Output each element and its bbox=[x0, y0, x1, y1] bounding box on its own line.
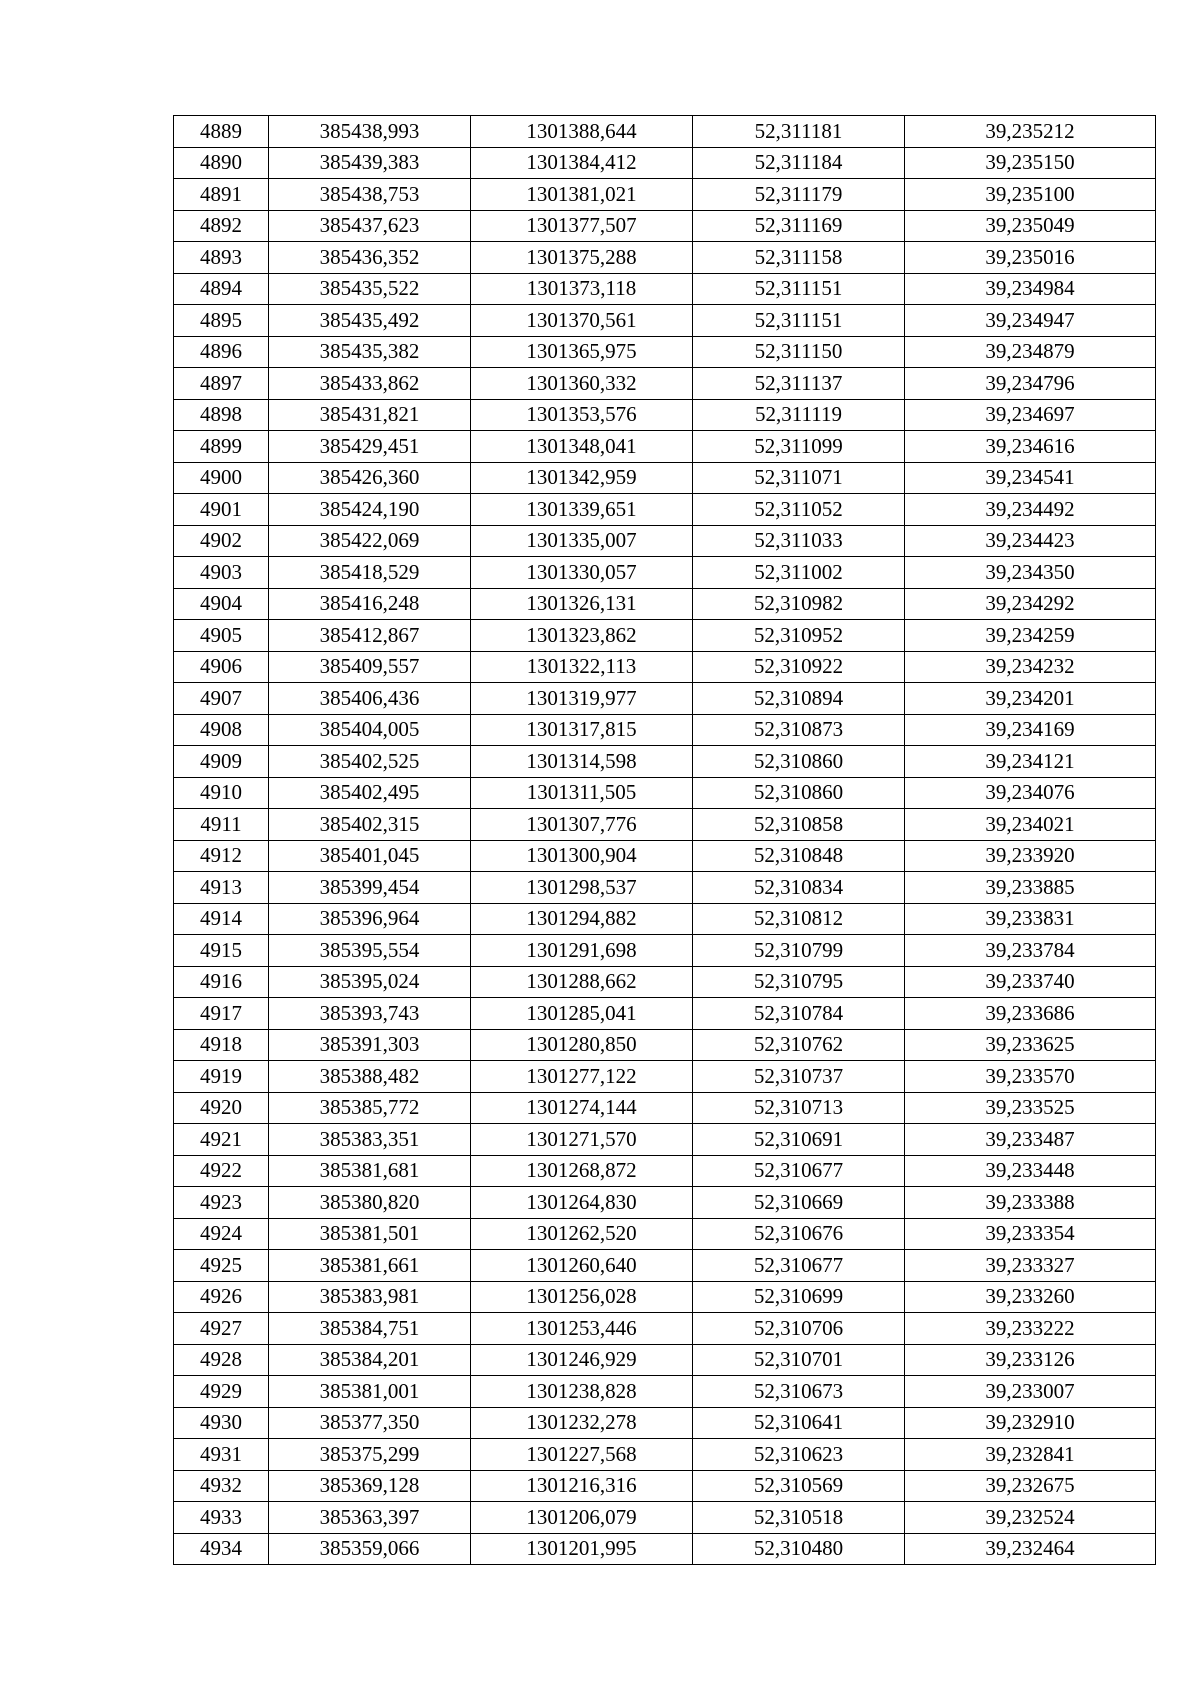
longitude-cell: 39,235150 bbox=[905, 147, 1156, 179]
longitude-cell: 39,234292 bbox=[905, 588, 1156, 620]
table-row bbox=[174, 210, 1156, 242]
table-row bbox=[174, 966, 1156, 998]
point-number-cell: 4909 bbox=[174, 746, 269, 778]
longitude-cell: 39,234232 bbox=[905, 651, 1156, 683]
x-coordinate-cell: 385395,554 bbox=[269, 935, 471, 967]
table-row bbox=[174, 1218, 1156, 1250]
table-row bbox=[174, 840, 1156, 872]
latitude-cell: 52,310699 bbox=[693, 1281, 905, 1313]
table-row bbox=[174, 1061, 1156, 1093]
table-row bbox=[174, 147, 1156, 179]
latitude-cell: 52,310673 bbox=[693, 1376, 905, 1408]
table-row bbox=[174, 1533, 1156, 1565]
point-number-cell: 4915 bbox=[174, 935, 269, 967]
y-coordinate-cell: 1301323,862 bbox=[471, 620, 693, 652]
x-coordinate-cell: 385435,492 bbox=[269, 305, 471, 337]
x-coordinate-cell: 385429,451 bbox=[269, 431, 471, 463]
coordinates-table bbox=[173, 115, 1156, 1565]
table-row bbox=[174, 431, 1156, 463]
x-coordinate-cell: 385359,066 bbox=[269, 1533, 471, 1565]
y-coordinate-cell: 1301348,041 bbox=[471, 431, 693, 463]
point-number-cell: 4907 bbox=[174, 683, 269, 715]
y-coordinate-cell: 1301388,644 bbox=[471, 116, 693, 148]
latitude-cell: 52,310982 bbox=[693, 588, 905, 620]
y-coordinate-cell: 1301256,028 bbox=[471, 1281, 693, 1313]
x-coordinate-cell: 385391,303 bbox=[269, 1029, 471, 1061]
x-coordinate-cell: 385381,501 bbox=[269, 1218, 471, 1250]
x-coordinate-cell: 385383,981 bbox=[269, 1281, 471, 1313]
table-row bbox=[174, 525, 1156, 557]
x-coordinate-cell: 385401,045 bbox=[269, 840, 471, 872]
latitude-cell: 52,311181 bbox=[693, 116, 905, 148]
y-coordinate-cell: 1301335,007 bbox=[471, 525, 693, 557]
table-row bbox=[174, 777, 1156, 809]
longitude-cell: 39,233831 bbox=[905, 903, 1156, 935]
x-coordinate-cell: 385416,248 bbox=[269, 588, 471, 620]
latitude-cell: 52,311151 bbox=[693, 273, 905, 305]
y-coordinate-cell: 1301294,882 bbox=[471, 903, 693, 935]
longitude-cell: 39,233487 bbox=[905, 1124, 1156, 1156]
latitude-cell: 52,311169 bbox=[693, 210, 905, 242]
latitude-cell: 52,311184 bbox=[693, 147, 905, 179]
table-row bbox=[174, 336, 1156, 368]
table-row bbox=[174, 1439, 1156, 1471]
point-number-cell: 4897 bbox=[174, 368, 269, 400]
y-coordinate-cell: 1301288,662 bbox=[471, 966, 693, 998]
table-row bbox=[174, 494, 1156, 526]
point-number-cell: 4908 bbox=[174, 714, 269, 746]
y-coordinate-cell: 1301291,698 bbox=[471, 935, 693, 967]
y-coordinate-cell: 1301280,850 bbox=[471, 1029, 693, 1061]
y-coordinate-cell: 1301322,113 bbox=[471, 651, 693, 683]
x-coordinate-cell: 385436,352 bbox=[269, 242, 471, 274]
table-row bbox=[174, 1344, 1156, 1376]
point-number-cell: 4924 bbox=[174, 1218, 269, 1250]
y-coordinate-cell: 1301370,561 bbox=[471, 305, 693, 337]
latitude-cell: 52,310873 bbox=[693, 714, 905, 746]
table-row bbox=[174, 305, 1156, 337]
latitude-cell: 52,310795 bbox=[693, 966, 905, 998]
x-coordinate-cell: 385439,383 bbox=[269, 147, 471, 179]
latitude-cell: 52,310812 bbox=[693, 903, 905, 935]
x-coordinate-cell: 385402,525 bbox=[269, 746, 471, 778]
longitude-cell: 39,233354 bbox=[905, 1218, 1156, 1250]
y-coordinate-cell: 1301201,995 bbox=[471, 1533, 693, 1565]
latitude-cell: 52,310641 bbox=[693, 1407, 905, 1439]
latitude-cell: 52,310518 bbox=[693, 1502, 905, 1534]
y-coordinate-cell: 1301339,651 bbox=[471, 494, 693, 526]
x-coordinate-cell: 385418,529 bbox=[269, 557, 471, 589]
longitude-cell: 39,233625 bbox=[905, 1029, 1156, 1061]
x-coordinate-cell: 385363,397 bbox=[269, 1502, 471, 1534]
point-number-cell: 4895 bbox=[174, 305, 269, 337]
y-coordinate-cell: 1301285,041 bbox=[471, 998, 693, 1030]
table-row bbox=[174, 1187, 1156, 1219]
latitude-cell: 52,310623 bbox=[693, 1439, 905, 1471]
x-coordinate-cell: 385381,681 bbox=[269, 1155, 471, 1187]
point-number-cell: 4894 bbox=[174, 273, 269, 305]
table-row bbox=[174, 872, 1156, 904]
table-row bbox=[174, 116, 1156, 148]
y-coordinate-cell: 1301268,872 bbox=[471, 1155, 693, 1187]
x-coordinate-cell: 385377,350 bbox=[269, 1407, 471, 1439]
table-row bbox=[174, 1470, 1156, 1502]
longitude-cell: 39,234423 bbox=[905, 525, 1156, 557]
x-coordinate-cell: 385388,482 bbox=[269, 1061, 471, 1093]
latitude-cell: 52,310860 bbox=[693, 746, 905, 778]
longitude-cell: 39,232675 bbox=[905, 1470, 1156, 1502]
y-coordinate-cell: 1301326,131 bbox=[471, 588, 693, 620]
point-number-cell: 4898 bbox=[174, 399, 269, 431]
point-number-cell: 4899 bbox=[174, 431, 269, 463]
x-coordinate-cell: 385395,024 bbox=[269, 966, 471, 998]
latitude-cell: 52,310834 bbox=[693, 872, 905, 904]
point-number-cell: 4903 bbox=[174, 557, 269, 589]
x-coordinate-cell: 385431,821 bbox=[269, 399, 471, 431]
longitude-cell: 39,233784 bbox=[905, 935, 1156, 967]
table-row bbox=[174, 179, 1156, 211]
table-row bbox=[174, 1155, 1156, 1187]
latitude-cell: 52,310676 bbox=[693, 1218, 905, 1250]
latitude-cell: 52,310713 bbox=[693, 1092, 905, 1124]
x-coordinate-cell: 385404,005 bbox=[269, 714, 471, 746]
y-coordinate-cell: 1301342,959 bbox=[471, 462, 693, 494]
y-coordinate-cell: 1301319,977 bbox=[471, 683, 693, 715]
table-row bbox=[174, 1124, 1156, 1156]
point-number-cell: 4926 bbox=[174, 1281, 269, 1313]
longitude-cell: 39,234947 bbox=[905, 305, 1156, 337]
point-number-cell: 4928 bbox=[174, 1344, 269, 1376]
point-number-cell: 4902 bbox=[174, 525, 269, 557]
table-row bbox=[174, 462, 1156, 494]
y-coordinate-cell: 1301253,446 bbox=[471, 1313, 693, 1345]
longitude-cell: 39,234879 bbox=[905, 336, 1156, 368]
y-coordinate-cell: 1301238,828 bbox=[471, 1376, 693, 1408]
x-coordinate-cell: 385435,522 bbox=[269, 273, 471, 305]
point-number-cell: 4932 bbox=[174, 1470, 269, 1502]
point-number-cell: 4901 bbox=[174, 494, 269, 526]
latitude-cell: 52,311033 bbox=[693, 525, 905, 557]
table-row bbox=[174, 242, 1156, 274]
y-coordinate-cell: 1301314,598 bbox=[471, 746, 693, 778]
point-number-cell: 4920 bbox=[174, 1092, 269, 1124]
y-coordinate-cell: 1301216,316 bbox=[471, 1470, 693, 1502]
latitude-cell: 52,310701 bbox=[693, 1344, 905, 1376]
latitude-cell: 52,311002 bbox=[693, 557, 905, 589]
point-number-cell: 4919 bbox=[174, 1061, 269, 1093]
y-coordinate-cell: 1301271,570 bbox=[471, 1124, 693, 1156]
x-coordinate-cell: 385409,557 bbox=[269, 651, 471, 683]
table-row bbox=[174, 1250, 1156, 1282]
longitude-cell: 39,233448 bbox=[905, 1155, 1156, 1187]
table-row bbox=[174, 1407, 1156, 1439]
longitude-cell: 39,235049 bbox=[905, 210, 1156, 242]
latitude-cell: 52,310669 bbox=[693, 1187, 905, 1219]
longitude-cell: 39,234121 bbox=[905, 746, 1156, 778]
x-coordinate-cell: 385438,993 bbox=[269, 116, 471, 148]
latitude-cell: 52,311137 bbox=[693, 368, 905, 400]
y-coordinate-cell: 1301206,079 bbox=[471, 1502, 693, 1534]
table-row bbox=[174, 588, 1156, 620]
x-coordinate-cell: 385369,128 bbox=[269, 1470, 471, 1502]
point-number-cell: 4900 bbox=[174, 462, 269, 494]
longitude-cell: 39,234616 bbox=[905, 431, 1156, 463]
point-number-cell: 4896 bbox=[174, 336, 269, 368]
x-coordinate-cell: 385381,001 bbox=[269, 1376, 471, 1408]
point-number-cell: 4918 bbox=[174, 1029, 269, 1061]
x-coordinate-cell: 385393,743 bbox=[269, 998, 471, 1030]
table-row bbox=[174, 1502, 1156, 1534]
y-coordinate-cell: 1301365,975 bbox=[471, 336, 693, 368]
point-number-cell: 4930 bbox=[174, 1407, 269, 1439]
point-number-cell: 4906 bbox=[174, 651, 269, 683]
y-coordinate-cell: 1301262,520 bbox=[471, 1218, 693, 1250]
latitude-cell: 52,310677 bbox=[693, 1155, 905, 1187]
x-coordinate-cell: 385381,661 bbox=[269, 1250, 471, 1282]
point-number-cell: 4890 bbox=[174, 147, 269, 179]
point-number-cell: 4916 bbox=[174, 966, 269, 998]
point-number-cell: 4914 bbox=[174, 903, 269, 935]
point-number-cell: 4934 bbox=[174, 1533, 269, 1565]
latitude-cell: 52,310952 bbox=[693, 620, 905, 652]
longitude-cell: 39,232464 bbox=[905, 1533, 1156, 1565]
latitude-cell: 52,310480 bbox=[693, 1533, 905, 1565]
table-row bbox=[174, 273, 1156, 305]
y-coordinate-cell: 1301307,776 bbox=[471, 809, 693, 841]
x-coordinate-cell: 385402,315 bbox=[269, 809, 471, 841]
longitude-cell: 39,233686 bbox=[905, 998, 1156, 1030]
longitude-cell: 39,234984 bbox=[905, 273, 1156, 305]
latitude-cell: 52,310677 bbox=[693, 1250, 905, 1282]
table-row bbox=[174, 651, 1156, 683]
x-coordinate-cell: 385380,820 bbox=[269, 1187, 471, 1219]
longitude-cell: 39,233885 bbox=[905, 872, 1156, 904]
y-coordinate-cell: 1301373,118 bbox=[471, 273, 693, 305]
x-coordinate-cell: 385396,964 bbox=[269, 903, 471, 935]
y-coordinate-cell: 1301330,057 bbox=[471, 557, 693, 589]
latitude-cell: 52,310762 bbox=[693, 1029, 905, 1061]
table-row bbox=[174, 368, 1156, 400]
longitude-cell: 39,234021 bbox=[905, 809, 1156, 841]
table-row bbox=[174, 1376, 1156, 1408]
point-number-cell: 4923 bbox=[174, 1187, 269, 1219]
point-number-cell: 4904 bbox=[174, 588, 269, 620]
latitude-cell: 52,311151 bbox=[693, 305, 905, 337]
table-row bbox=[174, 809, 1156, 841]
table-row bbox=[174, 557, 1156, 589]
y-coordinate-cell: 1301360,332 bbox=[471, 368, 693, 400]
x-coordinate-cell: 385383,351 bbox=[269, 1124, 471, 1156]
longitude-cell: 39,233327 bbox=[905, 1250, 1156, 1282]
table-row bbox=[174, 399, 1156, 431]
longitude-cell: 39,233007 bbox=[905, 1376, 1156, 1408]
longitude-cell: 39,235016 bbox=[905, 242, 1156, 274]
table-row bbox=[174, 1313, 1156, 1345]
latitude-cell: 52,310799 bbox=[693, 935, 905, 967]
latitude-cell: 52,311150 bbox=[693, 336, 905, 368]
y-coordinate-cell: 1301384,412 bbox=[471, 147, 693, 179]
point-number-cell: 4912 bbox=[174, 840, 269, 872]
y-coordinate-cell: 1301311,505 bbox=[471, 777, 693, 809]
latitude-cell: 52,311099 bbox=[693, 431, 905, 463]
longitude-cell: 39,235100 bbox=[905, 179, 1156, 211]
latitude-cell: 52,311158 bbox=[693, 242, 905, 274]
table-row bbox=[174, 683, 1156, 715]
x-coordinate-cell: 385435,382 bbox=[269, 336, 471, 368]
coordinates-table-body bbox=[174, 116, 1156, 1565]
latitude-cell: 52,310737 bbox=[693, 1061, 905, 1093]
longitude-cell: 39,233126 bbox=[905, 1344, 1156, 1376]
longitude-cell: 39,232910 bbox=[905, 1407, 1156, 1439]
x-coordinate-cell: 385384,751 bbox=[269, 1313, 471, 1345]
x-coordinate-cell: 385406,436 bbox=[269, 683, 471, 715]
longitude-cell: 39,234259 bbox=[905, 620, 1156, 652]
latitude-cell: 52,311179 bbox=[693, 179, 905, 211]
longitude-cell: 39,234076 bbox=[905, 777, 1156, 809]
x-coordinate-cell: 385384,201 bbox=[269, 1344, 471, 1376]
x-coordinate-cell: 385437,623 bbox=[269, 210, 471, 242]
longitude-cell: 39,234492 bbox=[905, 494, 1156, 526]
latitude-cell: 52,310922 bbox=[693, 651, 905, 683]
longitude-cell: 39,233920 bbox=[905, 840, 1156, 872]
table-row bbox=[174, 1281, 1156, 1313]
point-number-cell: 4931 bbox=[174, 1439, 269, 1471]
latitude-cell: 52,310860 bbox=[693, 777, 905, 809]
y-coordinate-cell: 1301377,507 bbox=[471, 210, 693, 242]
longitude-cell: 39,233570 bbox=[905, 1061, 1156, 1093]
longitude-cell: 39,233525 bbox=[905, 1092, 1156, 1124]
y-coordinate-cell: 1301317,815 bbox=[471, 714, 693, 746]
longitude-cell: 39,233260 bbox=[905, 1281, 1156, 1313]
latitude-cell: 52,310691 bbox=[693, 1124, 905, 1156]
table-row bbox=[174, 903, 1156, 935]
longitude-cell: 39,234201 bbox=[905, 683, 1156, 715]
latitude-cell: 52,310706 bbox=[693, 1313, 905, 1345]
point-number-cell: 4922 bbox=[174, 1155, 269, 1187]
x-coordinate-cell: 385412,867 bbox=[269, 620, 471, 652]
y-coordinate-cell: 1301264,830 bbox=[471, 1187, 693, 1219]
latitude-cell: 52,310569 bbox=[693, 1470, 905, 1502]
longitude-cell: 39,233222 bbox=[905, 1313, 1156, 1345]
table-row bbox=[174, 746, 1156, 778]
longitude-cell: 39,234796 bbox=[905, 368, 1156, 400]
longitude-cell: 39,233388 bbox=[905, 1187, 1156, 1219]
y-coordinate-cell: 1301246,929 bbox=[471, 1344, 693, 1376]
x-coordinate-cell: 385422,069 bbox=[269, 525, 471, 557]
y-coordinate-cell: 1301260,640 bbox=[471, 1250, 693, 1282]
latitude-cell: 52,310848 bbox=[693, 840, 905, 872]
y-coordinate-cell: 1301298,537 bbox=[471, 872, 693, 904]
longitude-cell: 39,233740 bbox=[905, 966, 1156, 998]
point-number-cell: 4891 bbox=[174, 179, 269, 211]
table-row bbox=[174, 935, 1156, 967]
x-coordinate-cell: 385433,862 bbox=[269, 368, 471, 400]
x-coordinate-cell: 385402,495 bbox=[269, 777, 471, 809]
table-row bbox=[174, 1029, 1156, 1061]
longitude-cell: 39,234697 bbox=[905, 399, 1156, 431]
point-number-cell: 4925 bbox=[174, 1250, 269, 1282]
latitude-cell: 52,310894 bbox=[693, 683, 905, 715]
point-number-cell: 4927 bbox=[174, 1313, 269, 1345]
latitude-cell: 52,311052 bbox=[693, 494, 905, 526]
x-coordinate-cell: 385438,753 bbox=[269, 179, 471, 211]
longitude-cell: 39,234350 bbox=[905, 557, 1156, 589]
table-row bbox=[174, 1092, 1156, 1124]
longitude-cell: 39,232524 bbox=[905, 1502, 1156, 1534]
point-number-cell: 4905 bbox=[174, 620, 269, 652]
point-number-cell: 4929 bbox=[174, 1376, 269, 1408]
point-number-cell: 4889 bbox=[174, 116, 269, 148]
table-row bbox=[174, 998, 1156, 1030]
y-coordinate-cell: 1301381,021 bbox=[471, 179, 693, 211]
latitude-cell: 52,310858 bbox=[693, 809, 905, 841]
x-coordinate-cell: 385385,772 bbox=[269, 1092, 471, 1124]
table-row bbox=[174, 714, 1156, 746]
x-coordinate-cell: 385426,360 bbox=[269, 462, 471, 494]
y-coordinate-cell: 1301375,288 bbox=[471, 242, 693, 274]
longitude-cell: 39,232841 bbox=[905, 1439, 1156, 1471]
point-number-cell: 4910 bbox=[174, 777, 269, 809]
point-number-cell: 4892 bbox=[174, 210, 269, 242]
y-coordinate-cell: 1301353,576 bbox=[471, 399, 693, 431]
y-coordinate-cell: 1301227,568 bbox=[471, 1439, 693, 1471]
point-number-cell: 4933 bbox=[174, 1502, 269, 1534]
latitude-cell: 52,310784 bbox=[693, 998, 905, 1030]
table-row bbox=[174, 620, 1156, 652]
point-number-cell: 4917 bbox=[174, 998, 269, 1030]
longitude-cell: 39,234169 bbox=[905, 714, 1156, 746]
y-coordinate-cell: 1301232,278 bbox=[471, 1407, 693, 1439]
point-number-cell: 4911 bbox=[174, 809, 269, 841]
point-number-cell: 4921 bbox=[174, 1124, 269, 1156]
point-number-cell: 4913 bbox=[174, 872, 269, 904]
x-coordinate-cell: 385375,299 bbox=[269, 1439, 471, 1471]
point-number-cell: 4893 bbox=[174, 242, 269, 274]
longitude-cell: 39,235212 bbox=[905, 116, 1156, 148]
y-coordinate-cell: 1301300,904 bbox=[471, 840, 693, 872]
longitude-cell: 39,234541 bbox=[905, 462, 1156, 494]
x-coordinate-cell: 385424,190 bbox=[269, 494, 471, 526]
latitude-cell: 52,311119 bbox=[693, 399, 905, 431]
x-coordinate-cell: 385399,454 bbox=[269, 872, 471, 904]
latitude-cell: 52,311071 bbox=[693, 462, 905, 494]
y-coordinate-cell: 1301277,122 bbox=[471, 1061, 693, 1093]
y-coordinate-cell: 1301274,144 bbox=[471, 1092, 693, 1124]
